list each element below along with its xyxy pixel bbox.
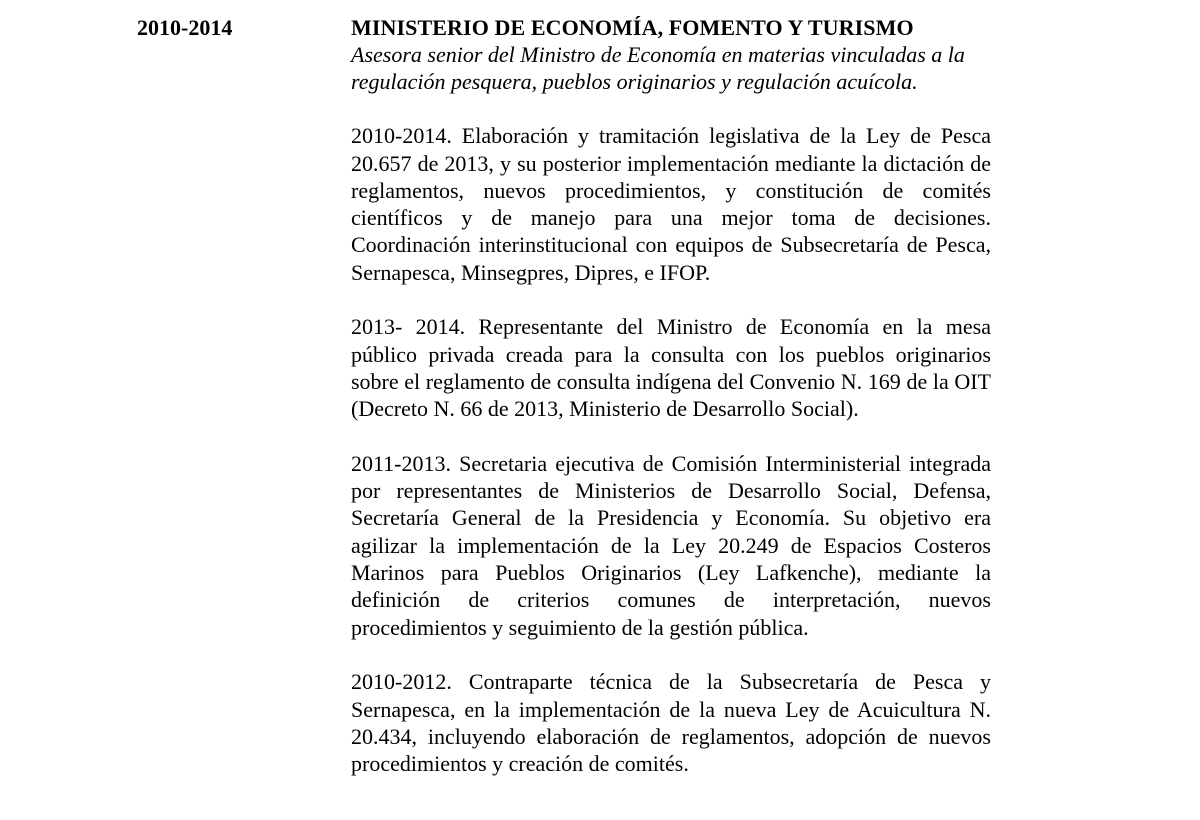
organization-heading: MINISTERIO DE ECONOMÍA, FOMENTO Y TURISMO [351,15,914,40]
paragraph-ley-pesca: 2010-2014. Elaboración y tramitación legislativa de la Ley de Pesca 20.657 de 2013, y su posterior implementación mediante la dictación de reglamentos, nuevos procedimientos, y constitución de comités científicos y de manejo para una mejor toma de decisiones. Coordinación interinstitucional con equipos de Subsecretaría de Pesca, Sernapesca, Minsegpres, Dipres, e IFOP. [351,123,991,285]
spacer [351,641,991,668]
paragraph-comision-interministerial: 2011-2013. Secretaria ejecutiva de Comisión Interministerial integrada por representantes de Ministerios de Desarrollo Social, Defensa, Secretaría General de la Presidencia y Economía. Su objetivo era agilizar la implementación de la Ley 20.249 de Espacios Costeros Marinos para Pueblos Originarios (Ley Lafkenche), mediante la definición de criterios comunes de interpretación, nuevos procedimientos y seguimiento de la gestión pública. [351,450,991,640]
paragraph-ley-acuicultura: 2010-2012. Contraparte técnica de la Subsecretaría de Pesca y Sernapesca, en la implementación de la nueva Ley de Acuicultura N. 20.434, incluyendo elaboración de reglamentos, adopción de nuevos procedimientos y creación de comités. [351,669,991,777]
paragraph-consulta-indigena: 2013- 2014. Representante del Ministro de Economía en la mesa público privada creada para la consulta con los pueblos originarios sobre el reglamento de consulta indígena del Convenio N. 169 de la OIT (Decreto N. 66 de 2013, Ministerio de Desarrollo Social). [351,314,991,422]
spacer [351,286,991,313]
role-description: Asesora senior del Ministro de Economía en materias vinculadas a la regulación pesquera, pueblos originarios y regulación acuícola. [351,42,965,94]
entry-content [351,14,991,777]
spacer [351,95,991,122]
spacer [351,423,991,450]
period-label: 2010-2014 [137,15,233,40]
